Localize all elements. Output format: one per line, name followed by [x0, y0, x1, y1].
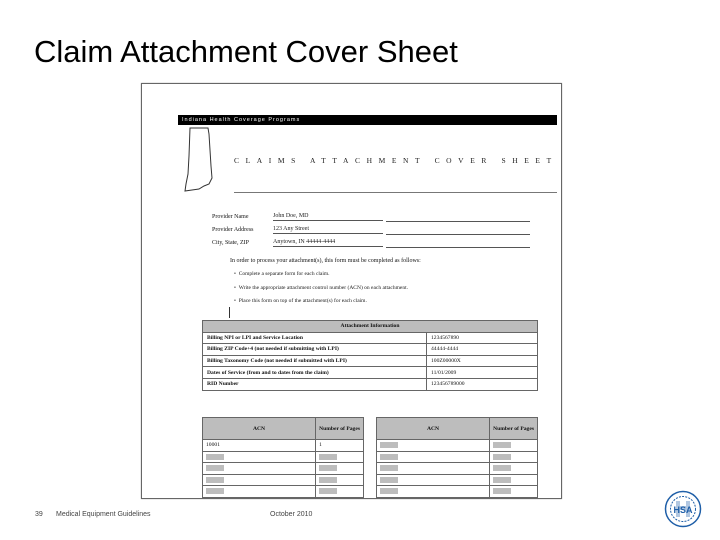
- table-row: [203, 367, 538, 379]
- footer-guide-title: Medical Equipment Guidelines: [56, 511, 151, 518]
- acn-header: ACN: [203, 418, 316, 440]
- table-row: [377, 451, 538, 463]
- seal-text: HSA: [673, 505, 693, 515]
- table-row: [203, 486, 364, 498]
- table-row: [377, 463, 538, 475]
- info-label: Billing ZIP Code+4 (not needed if submitting with LPI): [203, 344, 427, 356]
- table-row: [203, 378, 538, 390]
- table-row: [203, 332, 538, 344]
- city-state-zip-label: City, State, ZIP: [212, 240, 249, 246]
- info-value: 1234567890: [427, 332, 538, 344]
- program-banner: Indiana Health Coverage Programs: [178, 115, 557, 125]
- pages-header: Number of Pages: [316, 418, 364, 440]
- footer-date: October 2010: [270, 511, 313, 518]
- table-row: [377, 486, 538, 498]
- info-label: Billing Taxonomy Code (not needed if submitted with LPI): [203, 355, 427, 367]
- page-number: 39: [35, 511, 43, 518]
- acn-value: 10001: [203, 440, 316, 452]
- instructions-intro: In order to process your attachment(s), this form must be completed as follows:: [230, 258, 421, 264]
- instruction-bullet: • Place this form on top of the attachment(s) for each claim.: [234, 298, 367, 304]
- attachment-information-header: Attachment Information: [203, 321, 538, 333]
- table-row: [203, 451, 364, 463]
- table-row: [203, 474, 364, 486]
- acn-table-left: [202, 417, 364, 498]
- info-value: 44444-4444: [427, 344, 538, 356]
- table-row: [203, 440, 364, 452]
- hsa-seal-logo: [664, 490, 702, 528]
- pages-header: Number of Pages: [490, 418, 538, 440]
- provider-name-value: John Doe, MD: [273, 212, 383, 221]
- provider-address-value: 123 Any Street: [273, 225, 383, 234]
- provider-name-label: Provider Name: [212, 214, 249, 220]
- form-title: CLAIMS ATTACHMENT COVER SHEET: [234, 156, 558, 165]
- title-rule: [234, 192, 557, 193]
- info-label: Dates of Service (from and to dates from the claim): [203, 367, 427, 379]
- table-row: [203, 344, 538, 356]
- table-row: [203, 463, 364, 475]
- field-rule: [386, 234, 530, 235]
- field-rule: [386, 247, 530, 248]
- pages-value: 1: [316, 440, 364, 452]
- provider-address-label: Provider Address: [212, 227, 254, 233]
- cover-sheet-document: [141, 83, 562, 499]
- slide-title: Claim Attachment Cover Sheet: [34, 34, 458, 69]
- info-label: RID Number: [203, 378, 427, 390]
- info-value: 100Z00000X: [427, 355, 538, 367]
- indiana-map-icon: [182, 126, 216, 192]
- instruction-bullet: • Complete a separate form for each claim.: [234, 271, 330, 277]
- attachment-information-table: [202, 320, 538, 391]
- info-value: 11/01/2009: [427, 367, 538, 379]
- field-rule: [386, 221, 530, 222]
- info-label: Billing NPI or LPI and Service Location: [203, 332, 427, 344]
- table-row: [203, 355, 538, 367]
- instruction-bullet: • Write the appropriate attachment control number (ACN) on each attachment.: [234, 285, 408, 291]
- acn-header: ACN: [377, 418, 490, 440]
- acn-table-right: [376, 417, 538, 498]
- city-state-zip-value: Anytown, IN 44444-4444: [273, 238, 383, 247]
- margin-mark: [229, 307, 230, 318]
- table-row: [377, 474, 538, 486]
- table-row: [377, 440, 538, 452]
- info-value: 123456789000: [427, 378, 538, 390]
